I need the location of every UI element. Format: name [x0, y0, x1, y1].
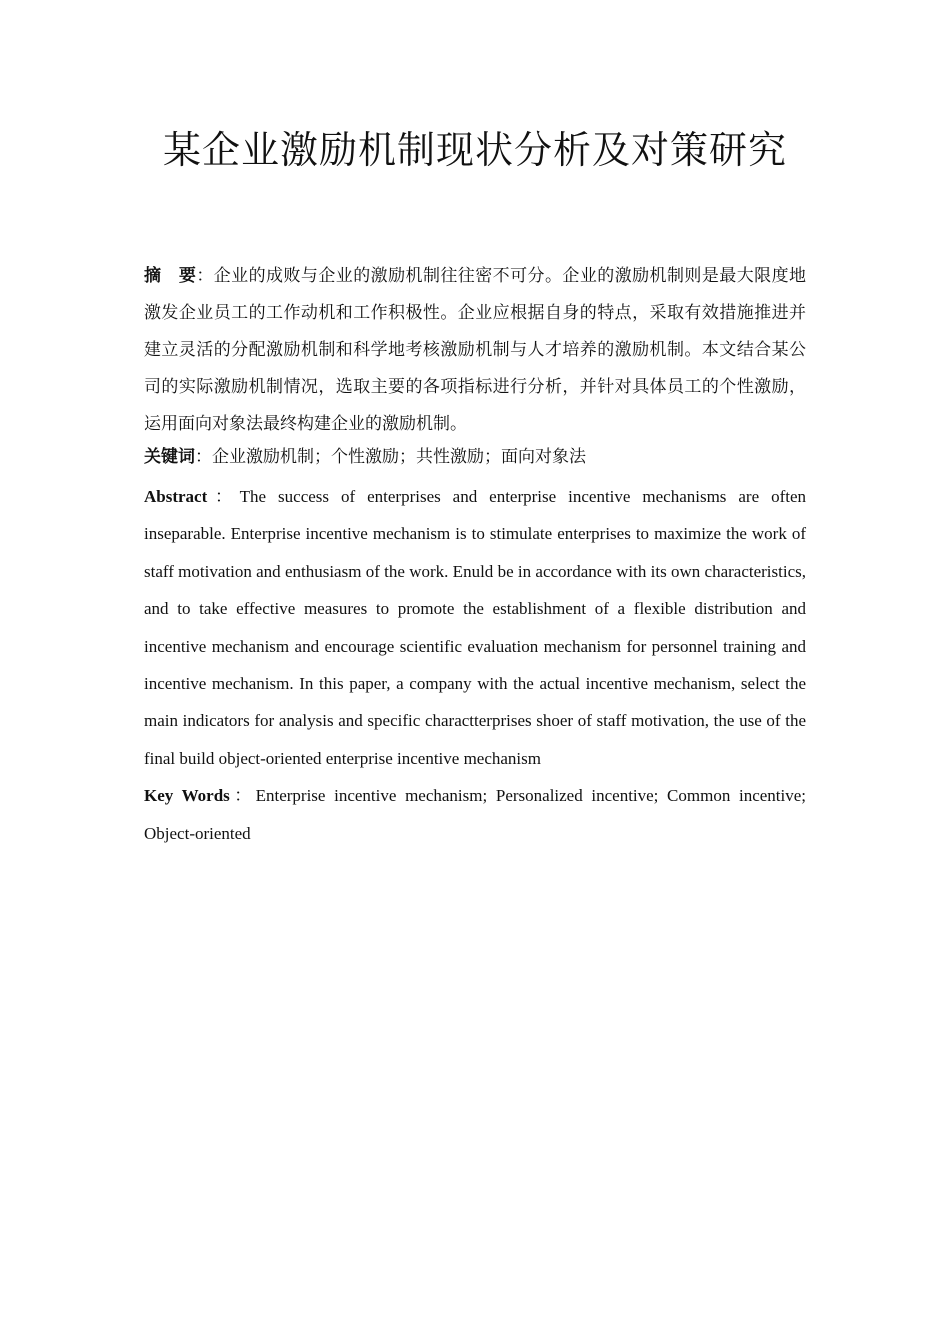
document-title: 某企业激励机制现状分析及对策研究 — [162, 128, 787, 172]
keywords-en-paragraph — [144, 777, 806, 852]
keywords-en-label: Key Words — [144, 786, 230, 806]
keywords-en-separator: ： — [229, 786, 256, 806]
abstract-section — [144, 258, 806, 852]
keywords-cn-text: 企业激励机制；个性激励；共性激励；面向对象法 — [212, 447, 586, 467]
keywords-en-text: Enterprise incentive mechanism; Personalized incentive; Common incentive; Object-oriented — [144, 786, 807, 843]
abstract-cn-separator: ： — [196, 266, 214, 286]
abstract-en-label: Abstract — [144, 487, 208, 506]
abstract-en-text: The success of enterprises and enterprise incentive mechanisms are often inseparable. Enterprise incentive mechanism is to stimulate enterprises to maximize the work of staff motivation and enthusiasm of the work. Enuld be in accordance with its own characteristics, and to take effective measures to promote the establishment of a flexible distribution and incentive mechanism and encourage scientific evaluation mechanism for personnel training and incentive mechanism. In this paper, a company with the actual incentive mechanism, select the main indicators for analysis and specific charactterprises shoer of staff motivation, the use of the final build object-oriented enterprise incentive mechanism — [144, 487, 806, 768]
abstract-en-paragraph — [144, 478, 806, 777]
abstract-cn-label: 摘 要 — [144, 266, 197, 286]
keywords-cn-label: 关键词 — [144, 447, 195, 467]
abstract-cn-text: 企业的成败与企业的激励机制往往密不可分。企业的激励机制则是最大限度地激发企业员工的工作动机和工作积极性。企业应根据自身的特点，采取有效措施推进并建立灵活的分配激励机制和科学地考核激励机制与人才培养的激励机制。本文结合某公司的实际激励机制情况，选取主要的各项指标进行分析，并针对具体员工的个性激励，运用面向对象法最终构建企业的激励机制。 — [144, 266, 807, 434]
keywords-cn-separator: ： — [195, 447, 212, 467]
abstract-cn-paragraph — [144, 258, 806, 443]
abstract-en-separator: ： — [207, 487, 240, 506]
keywords-cn-paragraph — [144, 439, 806, 476]
